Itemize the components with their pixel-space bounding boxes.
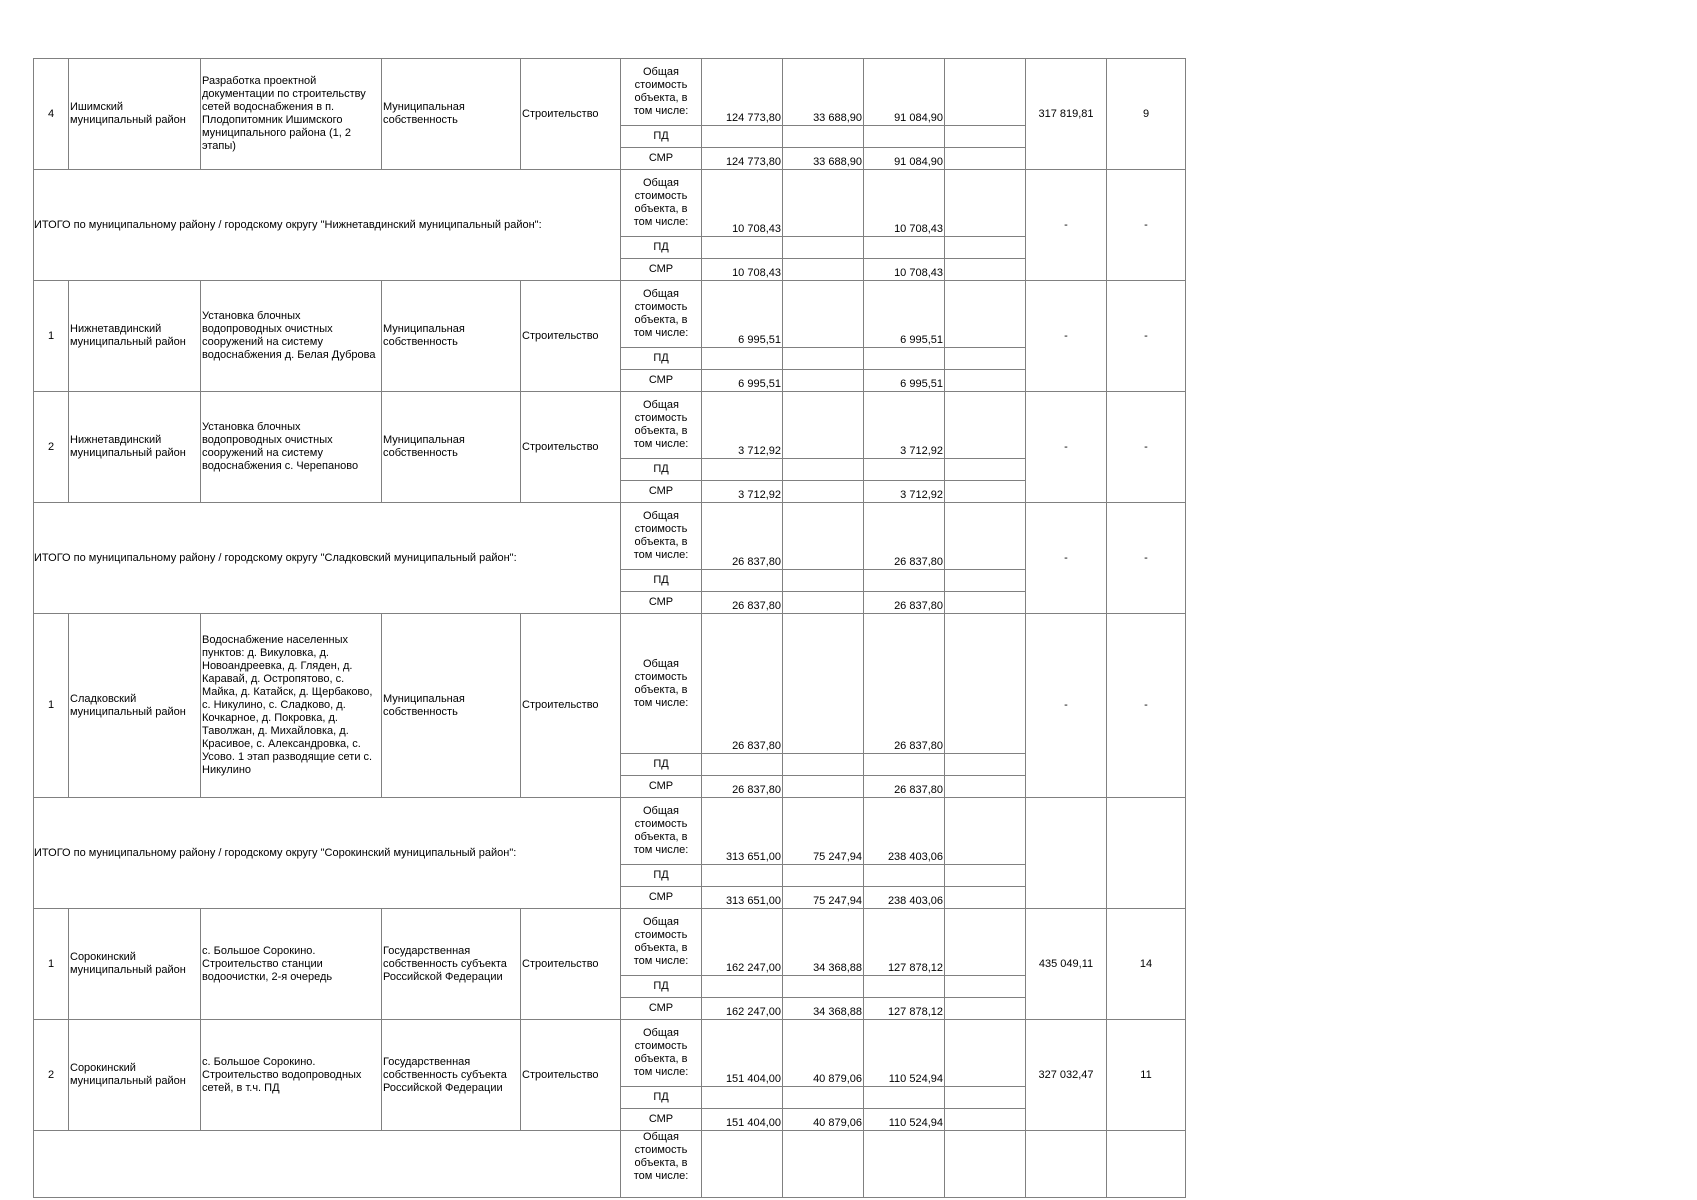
pd-label: ПД	[621, 865, 702, 887]
row-number: 1	[34, 909, 69, 1020]
smr-amount-federal: 34 368,88	[783, 998, 864, 1020]
pd-amount-regional	[864, 126, 945, 148]
district-name: Сорокинский муниципальный район	[69, 1020, 201, 1131]
district-name: Ишимский муниципальный район	[69, 59, 201, 170]
capacity-value: -	[1026, 503, 1107, 614]
smr-amount-federal	[783, 259, 864, 281]
ownership-form: Государственная собственность субъекта Российской Федерации	[382, 909, 521, 1020]
object-name: с. Большое Сорокино. Строительство водопроводных сетей, в т.ч. ПД	[201, 1020, 382, 1131]
pd-label: ПД	[621, 126, 702, 148]
amount-total: 124 773,80	[702, 59, 783, 126]
pd-amount-extra	[945, 348, 1026, 370]
amount-federal: 75 247,94	[783, 798, 864, 865]
table-viewport	[33, 58, 1185, 1182]
smr-amount-total: 26 837,80	[702, 592, 783, 614]
pd-amount-extra	[945, 865, 1026, 887]
smr-amount-total: 124 773,80	[702, 148, 783, 170]
partial-cell	[945, 1131, 1026, 1198]
partial-row	[34, 1131, 1186, 1198]
capacity-value	[1026, 798, 1107, 909]
amount-total: 26 837,80	[702, 503, 783, 570]
smr-amount-federal	[783, 481, 864, 503]
amount-regional: 10 708,43	[864, 170, 945, 237]
total-cost-label: Общая стоимость объекта, в том числе:	[621, 909, 702, 976]
amount-federal: 34 368,88	[783, 909, 864, 976]
pd-amount-regional	[864, 348, 945, 370]
district-name: Сорокинский муниципальный район	[69, 909, 201, 1020]
amount-regional: 127 878,12	[864, 909, 945, 976]
smr-label: СМР	[621, 481, 702, 503]
pd-amount-extra	[945, 459, 1026, 481]
amount-total: 3 712,92	[702, 392, 783, 459]
subtotal-title: ИТОГО по муниципальному району / городскому округу "Сладковский муниципальный район":	[34, 503, 621, 614]
amount-federal	[783, 614, 864, 754]
smr-amount-regional: 26 837,80	[864, 592, 945, 614]
smr-amount-total: 151 404,00	[702, 1109, 783, 1131]
total-cost-label: Общая стоимость объекта, в том числе:	[621, 392, 702, 459]
subtotal-row	[34, 503, 1186, 570]
pd-label: ПД	[621, 570, 702, 592]
smr-amount-regional: 127 878,12	[864, 998, 945, 1020]
smr-label: СМР	[621, 1109, 702, 1131]
smr-amount-total: 3 712,92	[702, 481, 783, 503]
smr-label: СМР	[621, 776, 702, 798]
amount-regional: 6 995,51	[864, 281, 945, 348]
smr-amount-regional: 10 708,43	[864, 259, 945, 281]
pd-amount-total	[702, 865, 783, 887]
ownership-form: Муниципальная собственность	[382, 392, 521, 503]
pd-amount-extra	[945, 126, 1026, 148]
term-value: -	[1107, 392, 1186, 503]
term-value: 9	[1107, 59, 1186, 170]
row-number: 2	[34, 392, 69, 503]
capacity-value: -	[1026, 614, 1107, 798]
pd-amount-regional	[864, 1087, 945, 1109]
amount-federal	[783, 170, 864, 237]
pd-amount-regional	[864, 570, 945, 592]
smr-amount-federal: 33 688,90	[783, 148, 864, 170]
smr-amount-regional: 3 712,92	[864, 481, 945, 503]
amount-extra	[945, 1020, 1026, 1087]
row-number: 1	[34, 614, 69, 798]
smr-amount-total: 162 247,00	[702, 998, 783, 1020]
smr-label: СМР	[621, 148, 702, 170]
capacity-value: -	[1026, 392, 1107, 503]
pd-amount-federal	[783, 865, 864, 887]
term-value: 11	[1107, 1020, 1186, 1131]
total-cost-label: Общая стоимость объекта, в том числе:	[621, 614, 702, 754]
district-name: Нижнетавдинский муниципальный район	[69, 392, 201, 503]
work-type: Строительство	[521, 281, 621, 392]
amount-regional: 110 524,94	[864, 1020, 945, 1087]
smr-amount-total: 26 837,80	[702, 776, 783, 798]
smr-amount-regional: 26 837,80	[864, 776, 945, 798]
object-name: Установка блочных водопроводных очистных сооружений на систему водоснабжения с. Черепаново	[201, 392, 382, 503]
partial-cell	[702, 1131, 783, 1198]
pd-amount-total	[702, 754, 783, 776]
object-name: с. Большое Сорокино. Строительство станции водоочистки, 2-я очередь	[201, 909, 382, 1020]
term-value: -	[1107, 281, 1186, 392]
total-cost-label: Общая стоимость объекта, в том числе:	[621, 503, 702, 570]
pd-label: ПД	[621, 976, 702, 998]
row-number: 2	[34, 1020, 69, 1131]
smr-amount-extra	[945, 370, 1026, 392]
work-type: Строительство	[521, 392, 621, 503]
pd-amount-regional	[864, 459, 945, 481]
object-name: Разработка проектной документации по строительству сетей водоснабжения в п. Плодопитомник Ишимского муниципального района (1, 2 этапы)	[201, 59, 382, 170]
smr-amount-total: 10 708,43	[702, 259, 783, 281]
work-type: Строительство	[521, 59, 621, 170]
pd-amount-regional	[864, 865, 945, 887]
amount-total: 313 651,00	[702, 798, 783, 865]
capacity-value: 317 819,81	[1026, 59, 1107, 170]
smr-amount-total: 313 651,00	[702, 887, 783, 909]
term-value: -	[1107, 614, 1186, 798]
smr-amount-extra	[945, 776, 1026, 798]
pd-amount-total	[702, 1087, 783, 1109]
term-value: -	[1107, 503, 1186, 614]
subtotal-row	[34, 170, 1186, 237]
smr-amount-extra	[945, 1109, 1026, 1131]
capacity-value: -	[1026, 281, 1107, 392]
work-type: Строительство	[521, 909, 621, 1020]
amount-federal	[783, 281, 864, 348]
pd-amount-regional	[864, 754, 945, 776]
amount-extra	[945, 503, 1026, 570]
pd-label: ПД	[621, 237, 702, 259]
pd-amount-federal	[783, 754, 864, 776]
total-cost-label: Общая стоимость объекта, в том числе:	[621, 170, 702, 237]
smr-amount-federal	[783, 370, 864, 392]
ownership-form: Государственная собственность субъекта Российской Федерации	[382, 1020, 521, 1131]
smr-amount-federal: 75 247,94	[783, 887, 864, 909]
total-cost-label: Общая стоимость объекта, в том числе:	[621, 281, 702, 348]
smr-amount-extra	[945, 592, 1026, 614]
amount-extra	[945, 614, 1026, 754]
amount-federal	[783, 392, 864, 459]
object-row	[34, 281, 1186, 348]
smr-amount-regional: 6 995,51	[864, 370, 945, 392]
amount-regional: 26 837,80	[864, 614, 945, 754]
district-name: Сладковский муниципальный район	[69, 614, 201, 798]
smr-amount-federal: 40 879,06	[783, 1109, 864, 1131]
capacity-value: 327 032,47	[1026, 1020, 1107, 1131]
pd-amount-extra	[945, 1087, 1026, 1109]
investment-objects-table	[33, 58, 1186, 1198]
district-name: Нижнетавдинский муниципальный район	[69, 281, 201, 392]
pd-amount-regional	[864, 976, 945, 998]
subtotal-row	[34, 798, 1186, 865]
smr-label: СМР	[621, 370, 702, 392]
smr-amount-extra	[945, 259, 1026, 281]
total-cost-label: Общая стоимость объекта, в том числе:	[621, 798, 702, 865]
ownership-form: Муниципальная собственность	[382, 59, 521, 170]
smr-amount-extra	[945, 887, 1026, 909]
smr-amount-extra	[945, 481, 1026, 503]
smr-label: СМР	[621, 887, 702, 909]
amount-extra	[945, 59, 1026, 126]
total-cost-label: Общая стоимость объекта, в том числе:	[621, 59, 702, 126]
object-row	[34, 59, 1186, 126]
amount-total: 10 708,43	[702, 170, 783, 237]
pd-amount-total	[702, 459, 783, 481]
pd-amount-federal	[783, 126, 864, 148]
pd-amount-total	[702, 237, 783, 259]
amount-extra	[945, 281, 1026, 348]
object-row	[34, 392, 1186, 459]
term-value	[1107, 798, 1186, 909]
pd-amount-extra	[945, 754, 1026, 776]
amount-extra	[945, 392, 1026, 459]
smr-amount-extra	[945, 148, 1026, 170]
smr-label: СМР	[621, 592, 702, 614]
ownership-form: Муниципальная собственность	[382, 281, 521, 392]
pd-label: ПД	[621, 348, 702, 370]
pd-amount-federal	[783, 459, 864, 481]
pd-amount-federal	[783, 237, 864, 259]
pd-amount-federal	[783, 976, 864, 998]
pd-amount-extra	[945, 976, 1026, 998]
row-number: 1	[34, 281, 69, 392]
pd-amount-total	[702, 570, 783, 592]
total-cost-label: Общая стоимость объекта, в том числе:	[621, 1131, 702, 1198]
pd-amount-total	[702, 348, 783, 370]
object-name: Водоснабжение населенных пунктов: д. Викуловка, д. Новоандреевка, д. Гляден, д. Каравай, д. Остропятово, с. Майка, д. Катайск, д. Щербаково, с. Никулино, с. Сладково, д. Кочкарное, д. Покровка, д. Таволжан, д. Михайловка, д. Красивое, с. Александровка, с. Усово. 1 этап разводящие сети с. Никулино	[201, 614, 382, 798]
amount-federal	[783, 503, 864, 570]
partial-cell	[864, 1131, 945, 1198]
pd-amount-federal	[783, 570, 864, 592]
pd-label: ПД	[621, 459, 702, 481]
term-value: 14	[1107, 909, 1186, 1020]
partial-cell	[34, 1131, 621, 1198]
capacity-value: -	[1026, 170, 1107, 281]
object-name: Установка блочных водопроводных очистных сооружений на систему водоснабжения д. Белая Дуброва	[201, 281, 382, 392]
amount-extra	[945, 798, 1026, 865]
amount-regional: 91 084,90	[864, 59, 945, 126]
pd-amount-total	[702, 126, 783, 148]
total-cost-label: Общая стоимость объекта, в том числе:	[621, 1020, 702, 1087]
row-number: 4	[34, 59, 69, 170]
amount-total: 26 837,80	[702, 614, 783, 754]
pd-label: ПД	[621, 1087, 702, 1109]
amount-federal: 33 688,90	[783, 59, 864, 126]
object-row	[34, 614, 1186, 754]
pd-amount-extra	[945, 237, 1026, 259]
subtotal-title: ИТОГО по муниципальному району / городскому округу "Сорокинский муниципальный район":	[34, 798, 621, 909]
amount-federal: 40 879,06	[783, 1020, 864, 1087]
pd-amount-federal	[783, 1087, 864, 1109]
partial-cell	[1026, 1131, 1107, 1198]
subtotal-title: ИТОГО по муниципальному району / городскому округу "Нижнетавдинский муниципальный район":	[34, 170, 621, 281]
amount-total: 162 247,00	[702, 909, 783, 976]
smr-amount-regional: 91 084,90	[864, 148, 945, 170]
work-type: Строительство	[521, 1020, 621, 1131]
pd-amount-regional	[864, 237, 945, 259]
smr-amount-federal	[783, 776, 864, 798]
partial-cell	[783, 1131, 864, 1198]
table-body	[34, 59, 1186, 1198]
smr-amount-federal	[783, 592, 864, 614]
work-type: Строительство	[521, 614, 621, 798]
amount-regional: 238 403,06	[864, 798, 945, 865]
object-row	[34, 909, 1186, 976]
capacity-value: 435 049,11	[1026, 909, 1107, 1020]
amount-regional: 26 837,80	[864, 503, 945, 570]
ownership-form: Муниципальная собственность	[382, 614, 521, 798]
partial-cell	[1107, 1131, 1186, 1198]
smr-label: СМР	[621, 998, 702, 1020]
pd-label: ПД	[621, 754, 702, 776]
smr-label: СМР	[621, 259, 702, 281]
smr-amount-regional: 110 524,94	[864, 1109, 945, 1131]
amount-regional: 3 712,92	[864, 392, 945, 459]
smr-amount-extra	[945, 998, 1026, 1020]
object-row	[34, 1020, 1186, 1087]
amount-total: 151 404,00	[702, 1020, 783, 1087]
smr-amount-regional: 238 403,06	[864, 887, 945, 909]
pd-amount-extra	[945, 570, 1026, 592]
amount-extra	[945, 170, 1026, 237]
amount-extra	[945, 909, 1026, 976]
smr-amount-total: 6 995,51	[702, 370, 783, 392]
term-value: -	[1107, 170, 1186, 281]
pd-amount-federal	[783, 348, 864, 370]
pd-amount-total	[702, 976, 783, 998]
amount-total: 6 995,51	[702, 281, 783, 348]
